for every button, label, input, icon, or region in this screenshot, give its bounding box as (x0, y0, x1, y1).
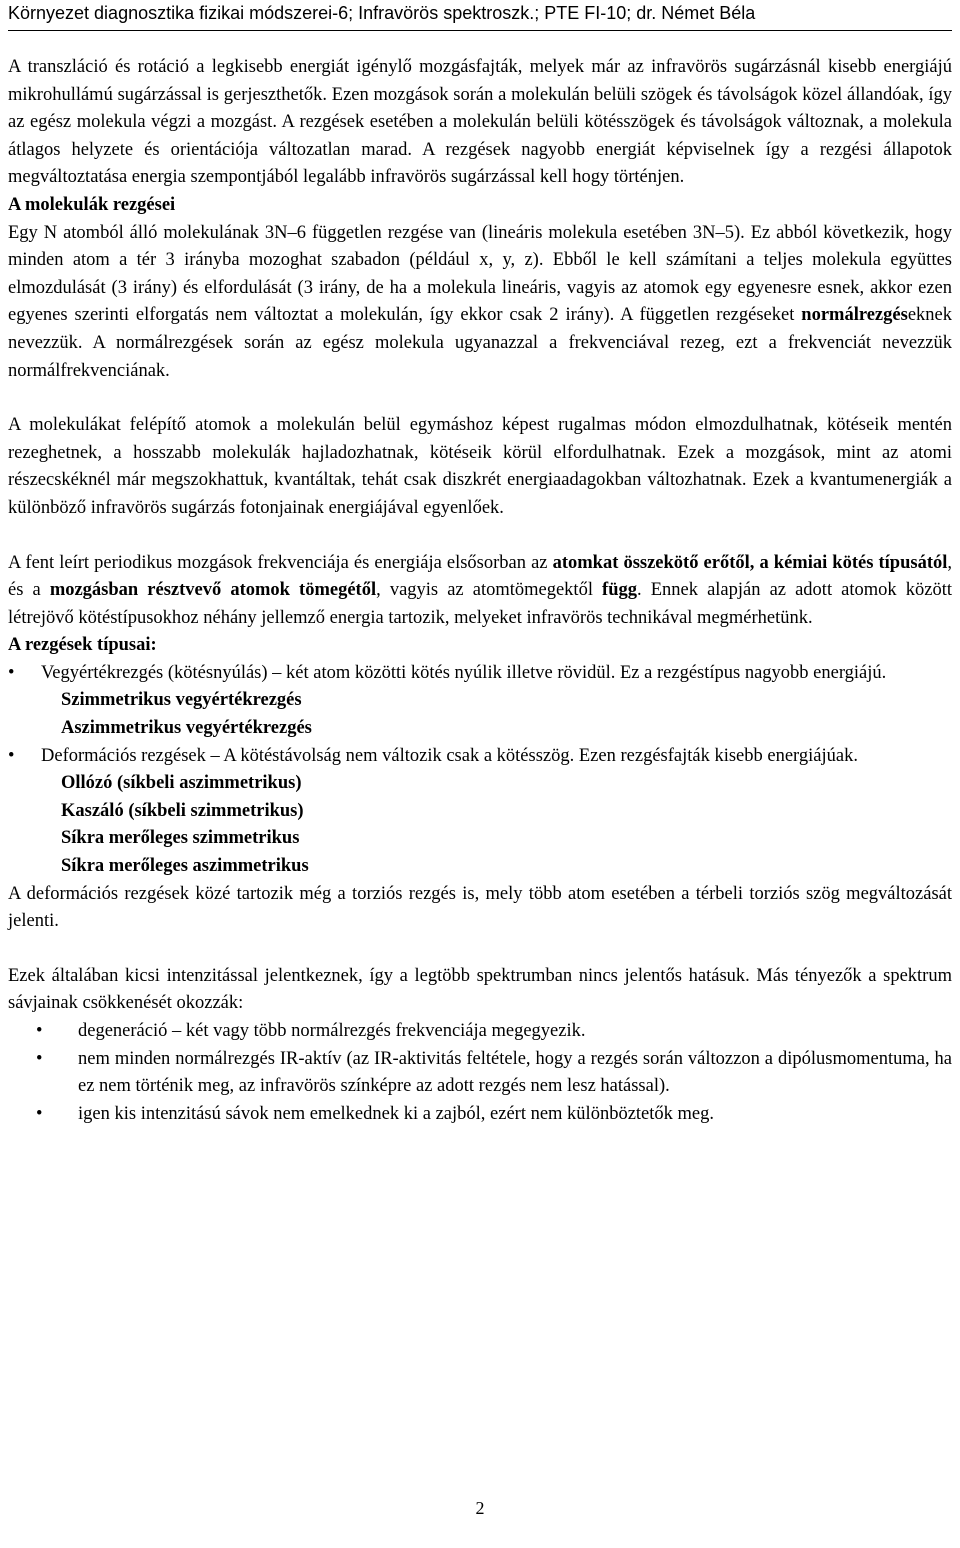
sub-item: Ollózó (síkbeli aszimmetrikus) (61, 773, 302, 794)
vibration-types-list (8, 660, 952, 881)
normal-modes-paragraph: Egy N atomból álló molekulának 3N–6 független rezgése van (lineáris molekula esetében 3N–5). Ez abból következik, hogy minden atom a tér 3 irányba mozoghat szabadon (például x, y, z). Ebből le kell számítani a teljes molekula együttes elmozdulását (3 irány) és elfordulását (3 irány, de ha a molekula lineáris, vagyis az atomok egy egyenesre esnek, akkor ezen egyenes szerinti elforgatás nem változtat a molekulán, így ekkor csak 2 irány). A független rezgéseket normálrezgéseknek nevezzük. A normálrezgések során az egész molekula ugyanazzal a frekvenciával rezeg, ezt a frekvenciát nevezzük normálfrekvenciának. (8, 222, 952, 381)
page-body (8, 54, 952, 1128)
page-number: 2 (475, 1498, 485, 1518)
sub-item: Síkra merőleges szimmetrikus (61, 828, 300, 849)
list-item: • igen kis intenzitású sávok nem emelkednek ki a zajból, ezért nem különböztetők meg. (8, 1101, 952, 1129)
sub-item: Aszimmetrikus vegyértékrezgés (61, 718, 312, 739)
header-rule (8, 30, 952, 31)
sub-item: Szimmetrikus vegyértékrezgés (61, 690, 302, 711)
frequency-dependence-paragraph: A fent leírt periodikus mozgások frekvenciája és energiája elsősorban az atomkat összekötő erőtől, a kémiai kötés típusától, és a mozgásban résztvevő atomok tömegétől, vagyis az atomtömegektől függ. Ennek alapján az adott atomok között létrejövő kötéstípusokhoz néhány jellemző energia tartozik, melyeket infravörös technikával megmérhetünk. (8, 552, 952, 628)
sub-item: Síkra merőleges aszimmetrikus (61, 856, 309, 877)
running-header: Környezet diagnosztika fizikai módszerei-6; Infravörös spektroszk.; PTE FI-10; dr. Német Béla (8, 3, 756, 23)
intro-paragraph: A transzláció és rotáció a legkisebb energiát igénylő mozgásfajták, melyek már az infravörös sugárzásnál kisebb energiájú mikrohullámú sugárzással is gerjeszthetők. Ezen mozgások során a molekulán belüli szögek és távolságok közel állandóak, így az egész molekula végzi a mozgást. A rezgések esetében a molekulán belüli kötésszögek és távolságok változnak, a molekula átlagos helyzete és orientációja változatlan marad. A rezgések nagyobb energiát képviselnek így a rezgési állapotok megváltoztatása energia szempontjából legalább infravörös sugárzással kell hogy történjen. (8, 57, 952, 188)
list-item-deformacios: • Deformációs rezgések – A kötéstávolság nem változik csak a kötésszög. Ezen rezgésfajták kisebb energiájúak. Ollózó (síkbeli aszimmetrikus) Kaszáló (síkbeli szimmetrikus) Síkra merőleges szimmetrikus Síkra merőleges aszimmetrikus (8, 743, 952, 881)
list-item: • nem minden normálrezgés IR-aktív (az IR-aktivitás feltétele, hogy a rezgés során változzon a dipólusmomentuma, ha ez nem történik meg, az infravörös színképre az adott rezgés nem lesz hatással). (8, 1046, 952, 1101)
band-reduction-list (8, 1018, 952, 1128)
quantized-motion-paragraph: A molekulákat felépítő atomok a molekulán belül egymáshoz képest rugalmas módon elmozdulhatnak, kötéseik mentén rezeghetnek, a hosszabb molekulák hajladozhatnak, kötéseik körül elfordulhatnak. Ezek a mozgások, mint az atomi részecskéknél már megszokhattuk, kvantáltak, tehát csak diszkrét energiaadagokban változhatnak. Ezek a kvantumenergiák a különböző infravörös sugárzás fotonjainak energiájával egyenlőek. (8, 415, 952, 518)
intensity-paragraph: Ezek általában kicsi intenzitással jelentkeznek, így a legtöbb spektrumban nincs jelentős hatásuk. Más tényezők a spektrum sávjainak csökkenését okozzák: (8, 965, 952, 1014)
section-heading-tipusai: A rezgések típusai: (8, 635, 157, 656)
list-item: • degeneráció – két vagy több normálrezgés frekvenciája megegyezik. (8, 1018, 952, 1046)
list-item-vegyertekrezges: • Vegyértékrezgés (kötésnyúlás) – két atom közötti kötés nyúlik illetve rövidül. Ez a rezgéstípus nagyobb energiájú. Szimmetrikus vegyértékrezgés Aszimmetrikus vegyértékrezgés (8, 660, 952, 743)
torsion-paragraph: A deformációs rezgések közé tartozik még a torziós rezgés is, mely több atom esetében a térbeli torziós szög megváltozását jelenti. (8, 883, 952, 932)
sub-item: Kaszáló (síkbeli szimmetrikus) (61, 800, 304, 821)
section-heading-rezgesei: A molekulák rezgései (8, 194, 176, 215)
